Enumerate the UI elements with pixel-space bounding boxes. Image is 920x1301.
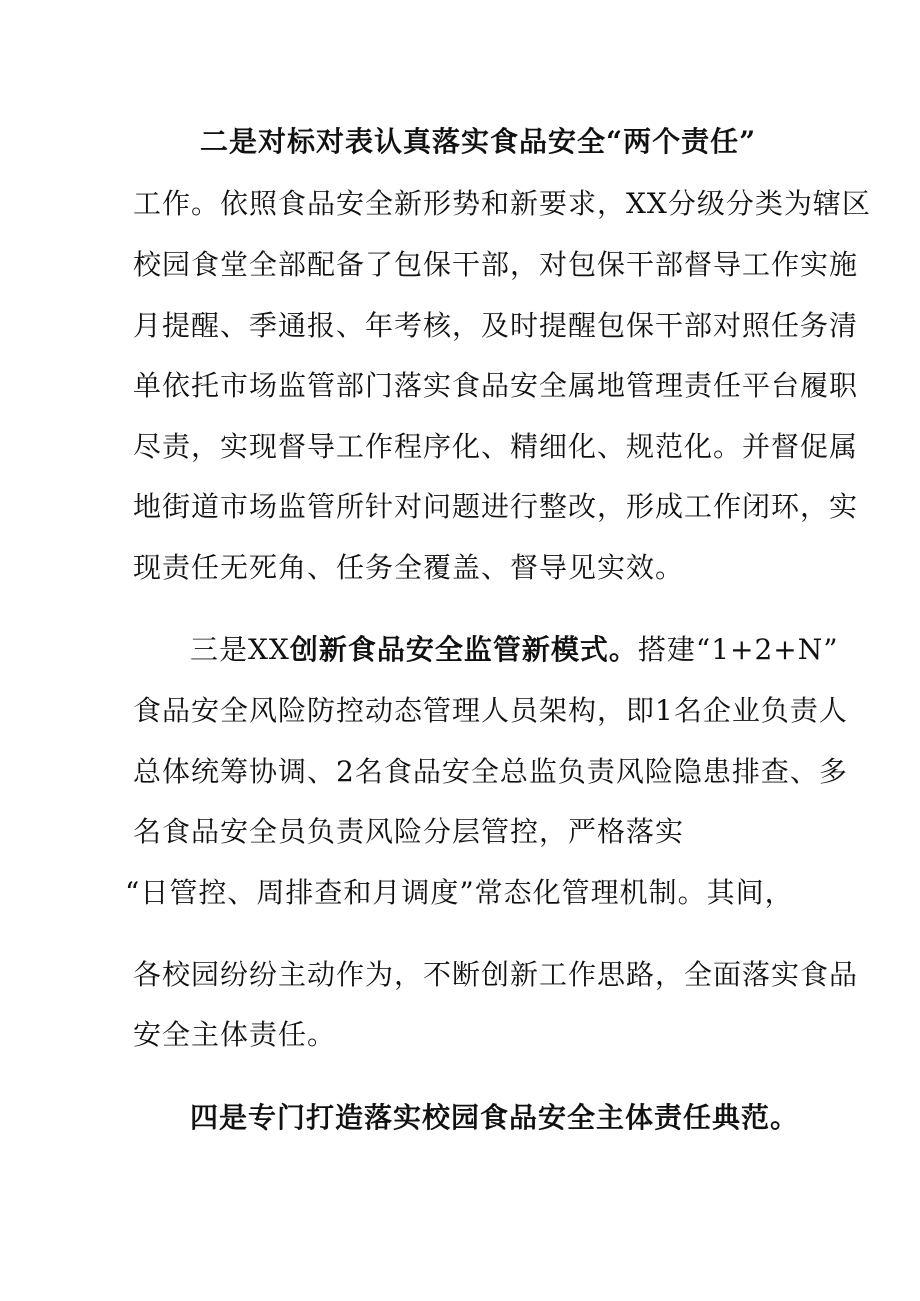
section2-heading: 二是对标对表认真落实食品安全“两个责任” xyxy=(200,125,757,158)
section2-line-4: 单依托市场监管部门落实食品安全属地管理责任平台履职 xyxy=(133,369,859,402)
section3-lead-bold: 创新食品安全监管新模式。 xyxy=(289,633,638,666)
section3-lead xyxy=(190,630,839,670)
section2-line-3: 月提醒、季通报、年考核，及时提醒包保干部对照任务清 xyxy=(133,309,859,342)
section3-line-3: 名食品安全员负责风险分层管控，严格落实 xyxy=(133,815,685,848)
section3-line-4: “日管控、周排查和月调度”常态化管理机制。其间， xyxy=(125,876,794,909)
section3-line-2: 总体统筹协调、2名食品安全总监负责风险隐患排查、多 xyxy=(133,755,848,788)
section3-lead-prefix: 三是XX xyxy=(190,633,290,666)
section2-line-2: 校园食堂全部配备了包保干部，对包保干部督导工作实施 xyxy=(133,248,859,281)
section2-line-7: 现责任无死角、任务全覆盖、督导见实效。 xyxy=(133,551,685,584)
section2-line-6: 地街道市场监管所针对问题进行整改，形成工作闭环，实 xyxy=(133,490,859,523)
section3-line-5: 各校园纷纷主动作为，不断创新工作思路，全面落实食品 xyxy=(133,958,859,991)
section3-line-6: 安全主体责任。 xyxy=(133,1018,337,1051)
section3-lead-suffix: 搭建“1+2+N” xyxy=(637,633,839,666)
section2-line-5: 尽责，实现督导工作程序化、精细化、规范化。并督促属 xyxy=(133,430,859,463)
section2-line-1: 工作。依照食品安全新形势和新要求，XX分级分类为辖区 xyxy=(133,187,871,220)
section3-line-1: 食品安全风险防控动态管理人员架构，即1名企业负责人 xyxy=(133,694,848,727)
section4-heading: 四是专门打造落实校园食品安全主体责任典范。 xyxy=(190,1101,800,1134)
